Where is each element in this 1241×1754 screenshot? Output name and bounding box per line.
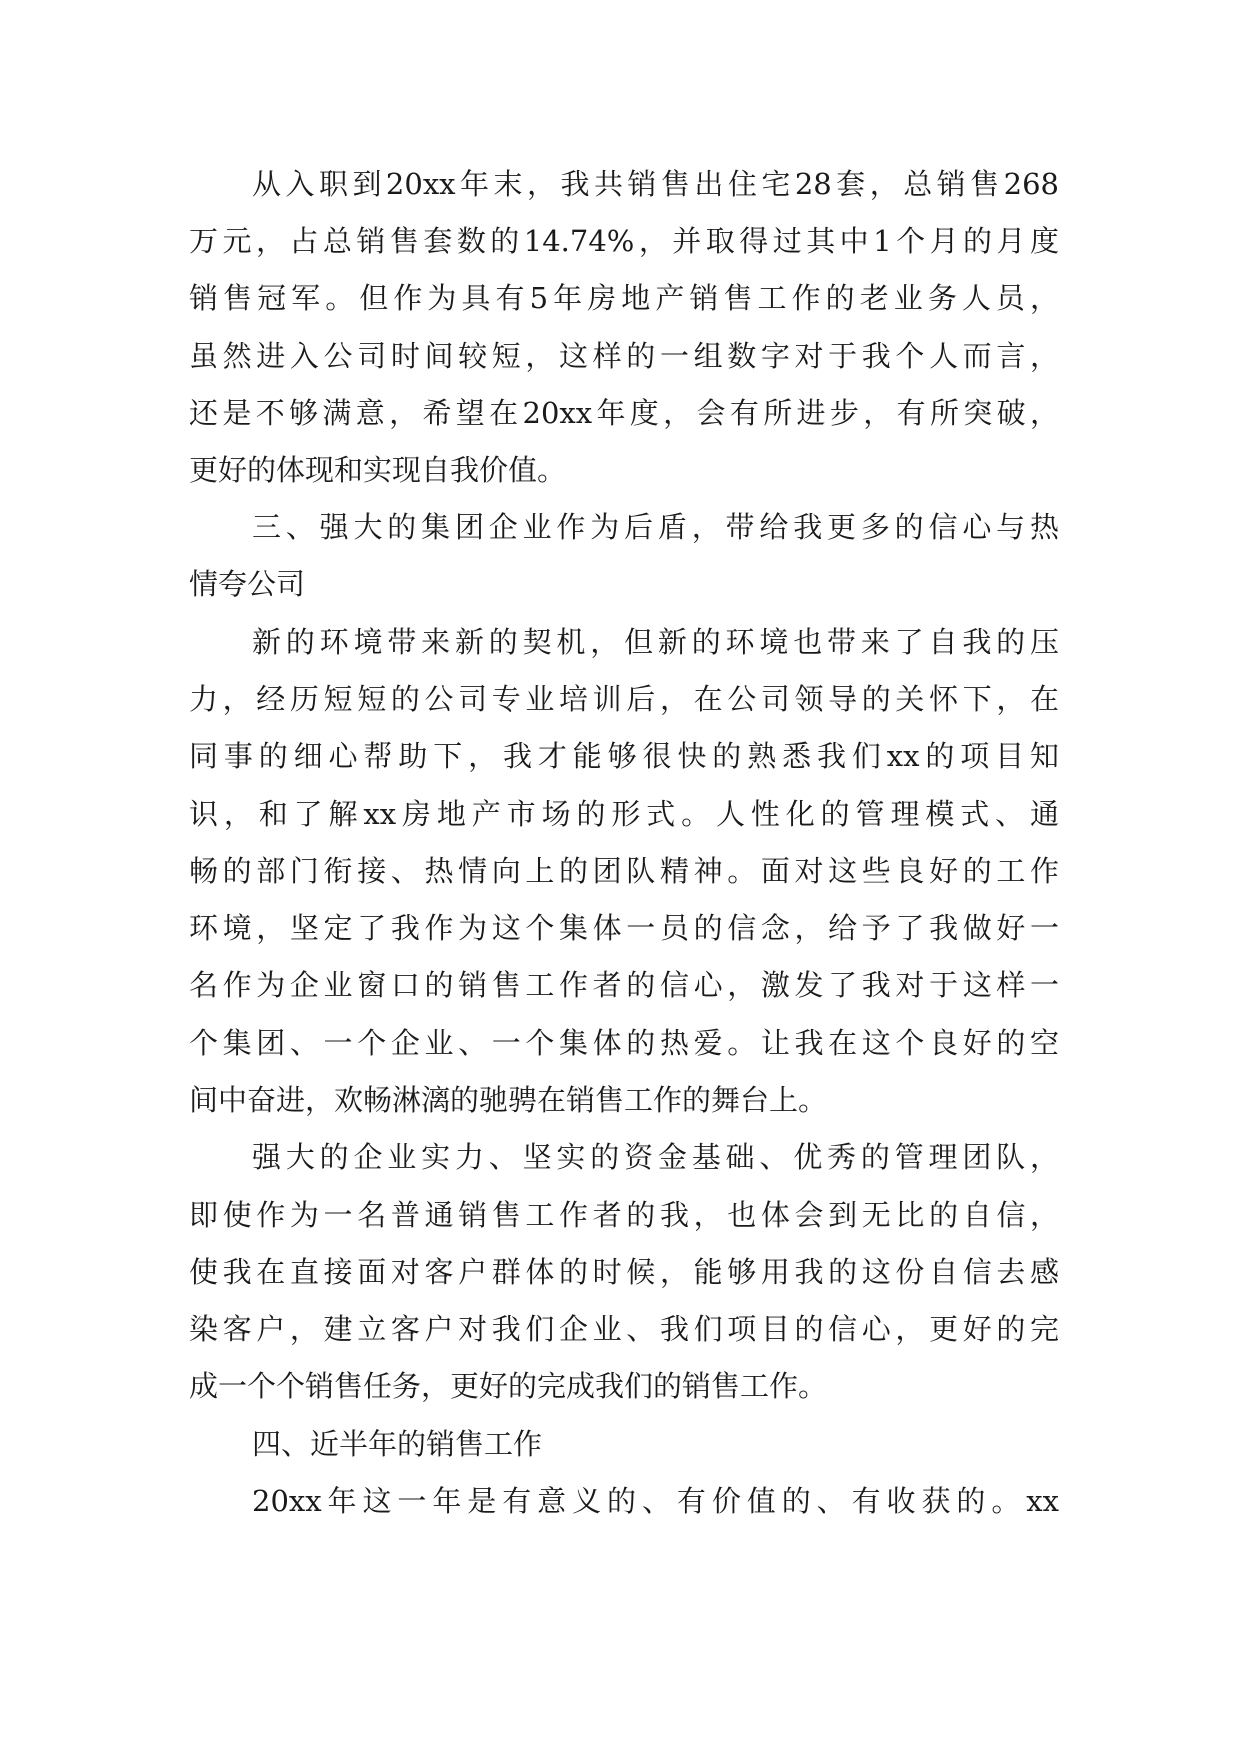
paragraph-line: 使我在直接面对客户群体的时候，能够用我的这份自信去感 — [189, 1255, 1059, 1289]
paragraph-line: 名作为企业窗口的销售工作者的信心，激发了我对于这样一 — [189, 968, 1059, 1002]
paragraph-line: 20xx年这一年是有意义的、有价值的、有收获的。xx — [252, 1484, 1059, 1518]
paragraph-line: 还是不够满意，希望在20xx年度，会有所进步，有所突破， — [189, 396, 1059, 430]
paragraph-line: 更好的体现和实现自我价值。 — [189, 453, 567, 487]
paragraph-line: 强大的企业实力、坚实的资金基础、优秀的管理团队， — [252, 1140, 1059, 1174]
paragraph-line: 染客户，建立客户对我们企业、我们项目的信心，更好的完 — [189, 1312, 1059, 1346]
section-heading-line: 情夸公司 — [189, 567, 306, 601]
paragraph-line: 力，经历短短的公司专业培训后，在公司领导的关怀下，在 — [189, 682, 1059, 716]
paragraph-line: 畅的部门衔接、热情向上的团队精神。面对这些良好的工作 — [189, 854, 1059, 888]
section-heading-line: 三、强大的集团企业作为后盾，带给我更多的信心与热 — [252, 510, 1059, 544]
paragraph-line: 同事的细心帮助下，我才能够很快的熟悉我们xx的项目知 — [189, 739, 1059, 773]
paragraph-line: 新的环境带来新的契机，但新的环境也带来了自我的压 — [252, 625, 1059, 659]
section-heading-line: 四、近半年的销售工作 — [252, 1427, 543, 1461]
paragraph-line: 从入职到20xx年末，我共销售出住宅28套，总销售268 — [252, 167, 1059, 201]
paragraph-line: 成一个个销售任务，更好的完成我们的销售工作。 — [189, 1369, 828, 1403]
paragraph-line: 间中奋进，欢畅淋漓的驰骋在销售工作的舞台上。 — [189, 1083, 828, 1117]
paragraph-line: 即使作为一名普通销售工作者的我，也体会到无比的自信， — [189, 1198, 1059, 1232]
paragraph-line: 虽然进入公司时间较短，这样的一组数字对于我个人而言， — [189, 339, 1059, 373]
paragraph-line: 环境，坚定了我作为这个集体一员的信念，给予了我做好一 — [189, 911, 1059, 945]
paragraph-line: 个集团、一个企业、一个集体的热爱。让我在这个良好的空 — [189, 1026, 1059, 1060]
paragraph-line: 识，和了解xx房地产市场的形式。人性化的管理模式、通 — [189, 797, 1059, 831]
paragraph-line: 销售冠军。但作为具有5年房地产销售工作的老业务人员， — [189, 281, 1059, 315]
paragraph-line: 万元，占总销售套数的14.74%，并取得过其中1个月的月度 — [189, 224, 1059, 258]
